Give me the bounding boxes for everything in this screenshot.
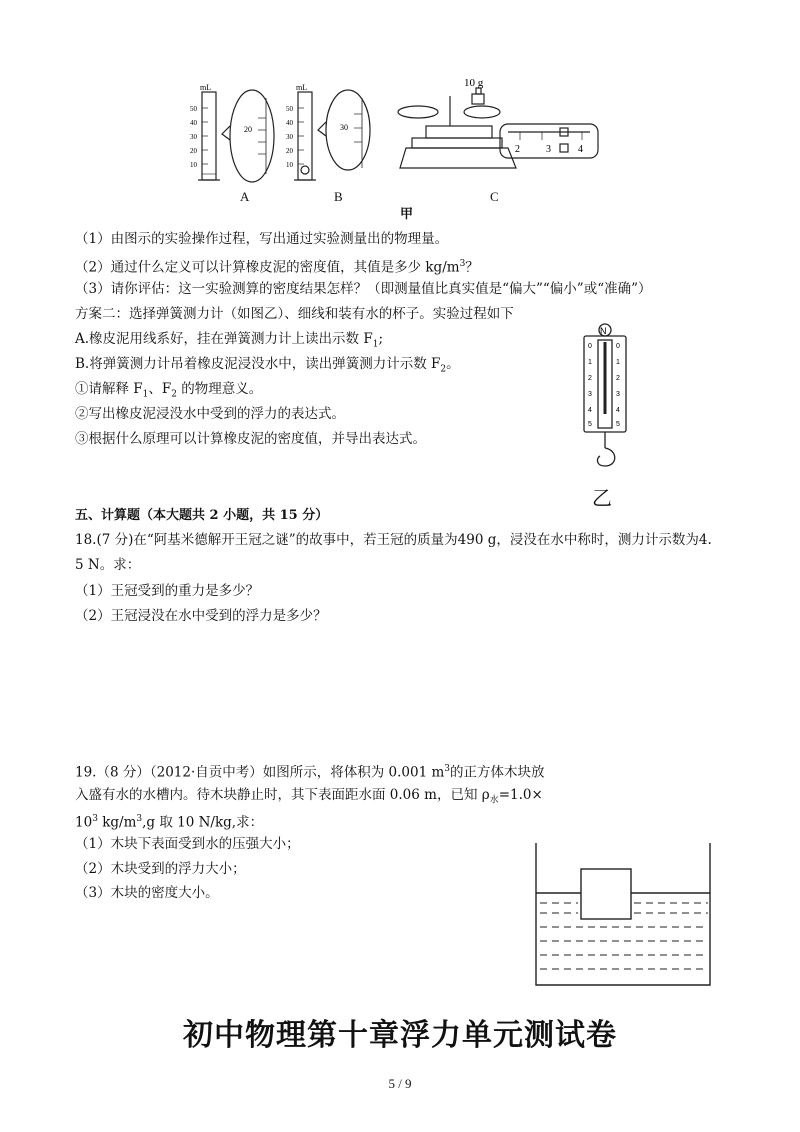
q17-item1-s1: 1 bbox=[142, 389, 149, 400]
q18-line1: 18.(7 分)在“阿基米德解开王冠之谜”的故事中，若王冠的质量为490 g，浸没在水中称时，测力计示数为4. bbox=[75, 532, 712, 548]
figure-label-b: B bbox=[334, 189, 343, 204]
scale-unit-n: N bbox=[600, 326, 607, 336]
q19-line1 bbox=[75, 760, 545, 782]
q19-line3-a: 10 bbox=[75, 814, 93, 831]
zoom-b-value: 30 bbox=[340, 123, 348, 132]
q17-part1: （1）由图示的实验操作过程，写出通过实验测量出的物理量。 bbox=[75, 231, 449, 247]
q17-item3: ③根据什么原理可以计算橡皮泥的密度值，并导出表达式。 bbox=[75, 431, 426, 447]
cyl-b-tick-20: 20 bbox=[286, 147, 293, 155]
cyl-a-tick-30: 30 bbox=[190, 133, 197, 141]
scale-left-5: 5 bbox=[588, 421, 592, 428]
q17-plan2: 方案二：选择弹簧测力计（如图乙）、细线和装有水的杯子。实验过程如下 bbox=[75, 306, 514, 322]
cyl-b-tick-40: 40 bbox=[286, 119, 293, 127]
q17-part3: （3）请你评估：这一实验测算的密度结果怎样？（即测量值比真实值是“偏大”“偏小”或“准确”） bbox=[75, 281, 652, 297]
cyl-a-unit: mL bbox=[200, 83, 212, 92]
section-5-heading: 五、计算题（本大题共 2 小题，共 15 分） bbox=[75, 508, 329, 523]
scale-tick-4: 4 bbox=[578, 144, 583, 155]
scale-left-2: 2 bbox=[588, 375, 592, 382]
q19-line2 bbox=[75, 786, 543, 810]
page-number: 5 / 9 bbox=[388, 1076, 412, 1091]
q19-line1-sup: 3 bbox=[444, 764, 451, 774]
q19-line2-end: =1.0× bbox=[498, 787, 543, 803]
scale-right-3: 3 bbox=[616, 391, 620, 398]
figure-jia-drawing bbox=[190, 78, 610, 213]
cyl-a-tick-50: 50 bbox=[190, 105, 197, 113]
q17-step-b bbox=[75, 355, 460, 379]
cyl-b-tick-10: 10 bbox=[286, 161, 293, 169]
scale-left-1: 1 bbox=[588, 359, 592, 366]
weight-label: 10 g bbox=[464, 78, 484, 89]
cyl-a-tick-20: 20 bbox=[190, 147, 197, 155]
figure-water-tank bbox=[534, 843, 714, 989]
q17-step-b-text: B.将弹簧测力计吊着橡皮泥浸没水中，读出弹簧测力计示数 F bbox=[75, 356, 441, 372]
q17-step-a-text: A.橡皮泥用线系好，挂在弹簧测力计上读出示数 F bbox=[75, 331, 373, 347]
figure-caption-yi: 乙 bbox=[592, 486, 612, 510]
document-title: 初中物理第十章浮力单元测试卷 bbox=[183, 1018, 617, 1053]
scale-right-4: 4 bbox=[616, 407, 620, 414]
q19-line1-end: 的正方体木块放 bbox=[450, 764, 545, 781]
q17-item1 bbox=[75, 380, 262, 404]
zoom-a-value: 20 bbox=[244, 125, 252, 134]
q17-step-a-end: ; bbox=[378, 331, 383, 347]
q17-item1-a: ①请解释 F bbox=[75, 381, 143, 397]
q19-line3-b: kg/m bbox=[97, 814, 137, 831]
cyl-b-tick-50: 50 bbox=[286, 105, 293, 113]
figure-label-a: A bbox=[240, 189, 250, 204]
q17-part2-sup: 3 bbox=[459, 259, 466, 269]
scale-right-5: 5 bbox=[616, 421, 620, 428]
q17-part2 bbox=[75, 255, 479, 277]
q17-item1-c: 的物理意义。 bbox=[177, 381, 263, 397]
q19-line2-sub: 水 bbox=[489, 795, 499, 806]
scale-right-2: 2 bbox=[616, 375, 620, 382]
scale-right-0: 0 bbox=[616, 343, 620, 350]
cyl-b-tick-30: 30 bbox=[286, 133, 293, 141]
q19-line3-sup2: 3 bbox=[136, 814, 143, 824]
q19-part1: （1）木块下表面受到水的压强大小； bbox=[75, 836, 300, 852]
q17-item1-s2: 2 bbox=[171, 389, 178, 400]
scale-tick-2: 2 bbox=[515, 144, 520, 155]
cyl-a-tick-10: 10 bbox=[190, 161, 197, 169]
q17-step-a-sub: 1 bbox=[372, 339, 379, 350]
q18-line2: 5 N。求： bbox=[75, 557, 141, 573]
cyl-b-unit: mL bbox=[296, 83, 308, 92]
q17-step-a bbox=[75, 330, 383, 354]
scale-right-1: 1 bbox=[616, 359, 620, 366]
q19-line3-c: ,g 取 10 N/kg,求： bbox=[142, 814, 264, 831]
scale-left-0: 0 bbox=[588, 343, 592, 350]
q17-item1-b: 、F bbox=[148, 381, 172, 397]
q19-part2: （2）木块受到的浮力大小； bbox=[75, 861, 246, 877]
q19-line3-sup1: 3 bbox=[92, 814, 98, 824]
q19-line1-text: 19.（8 分）（2012·自贡中考）如图所示，将体积为 0.001 m bbox=[75, 764, 445, 781]
q17-step-b-sub: 2 bbox=[440, 364, 447, 375]
spring-scale-drawing bbox=[578, 318, 638, 478]
q18-part1: （1）王冠受到的重力是多少？ bbox=[75, 583, 260, 599]
scale-left-4: 4 bbox=[588, 407, 592, 414]
scale-tick-3: 3 bbox=[546, 144, 551, 155]
figure-jia bbox=[190, 78, 610, 213]
figure-caption-jia: 甲 bbox=[400, 206, 414, 221]
figure-label-c: C bbox=[490, 189, 499, 204]
q19-part3: （3）木块的密度大小。 bbox=[75, 885, 219, 901]
figure-yi bbox=[578, 318, 638, 478]
q17-item2: ②写出橡皮泥浸没水中受到的浮力的表达式。 bbox=[75, 406, 345, 422]
scale-left-3: 3 bbox=[588, 391, 592, 398]
cyl-a-tick-40: 40 bbox=[190, 119, 197, 127]
water-tank-drawing bbox=[534, 843, 714, 989]
q17-part2-end: ？ bbox=[465, 259, 479, 276]
q19-line3 bbox=[75, 810, 263, 832]
q18-part2: （2）王冠浸没在水中受到的浮力是多少？ bbox=[75, 608, 327, 624]
q17-step-b-end: 。 bbox=[446, 356, 460, 372]
q19-line2-text: 入盛有水的水槽内。待木块静止时，其下表面距水面 0.06 m，已知 ρ bbox=[75, 787, 490, 803]
q17-part2-text: （2）通过什么定义可以计算橡皮泥的密度值，其值是多少 kg/m bbox=[75, 259, 460, 276]
